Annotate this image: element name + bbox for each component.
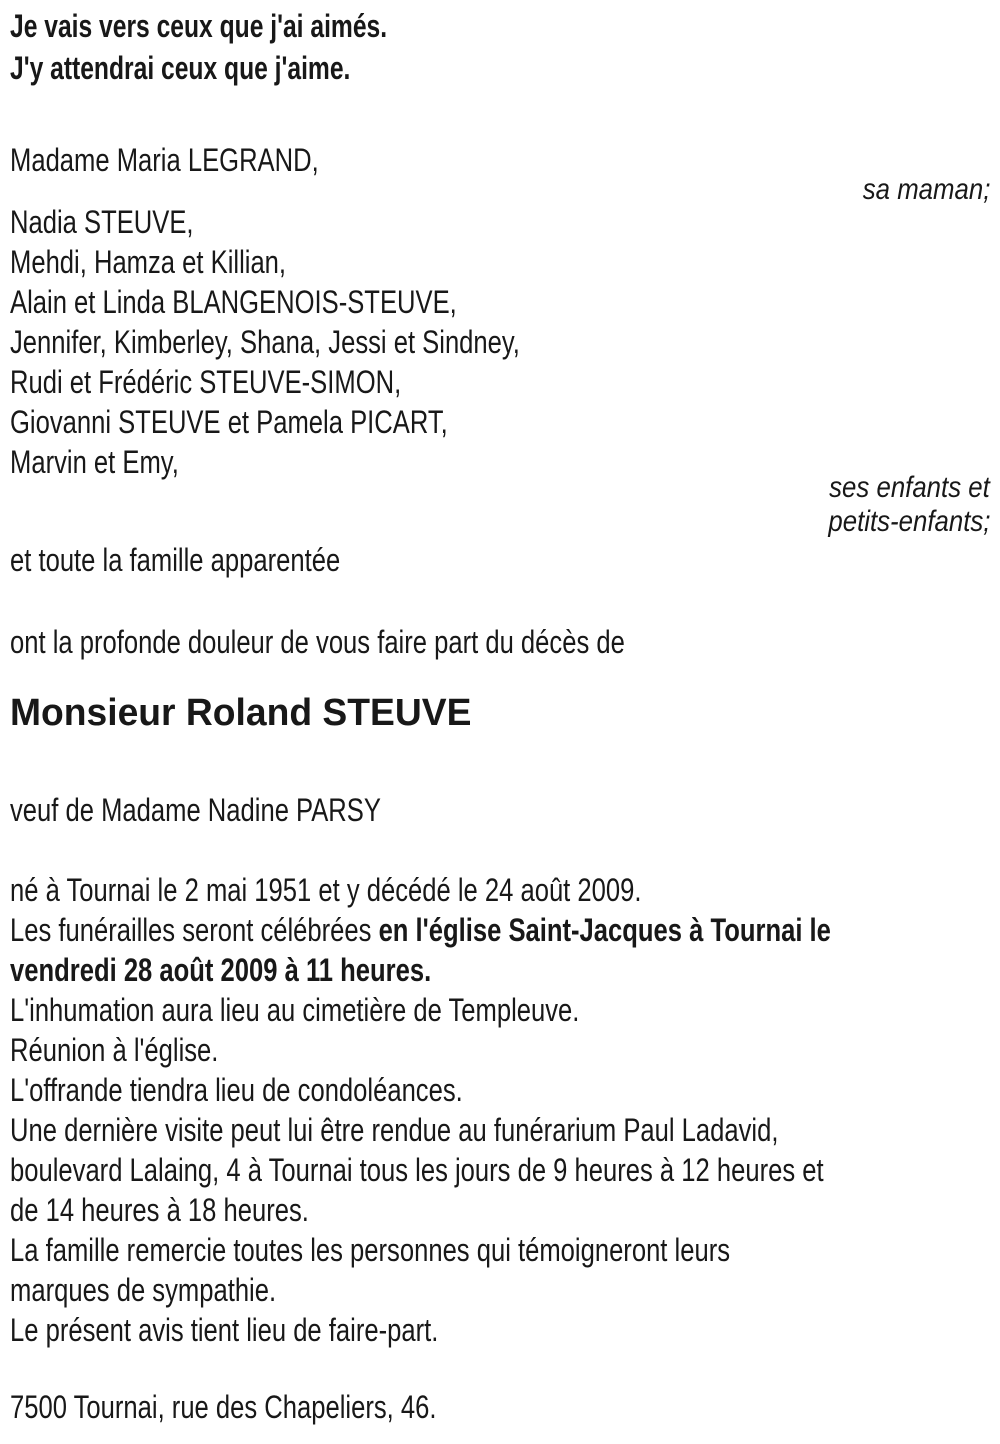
mourner-line-text: Alain et Linda BLANGENOIS-STEUVE,	[10, 284, 457, 320]
burial-text: L'inhumation aura lieu au cimetière de Templeuve.	[10, 992, 580, 1028]
funeral-line-2	[10, 950, 990, 990]
mourner-mother-text: Madame Maria LEGRAND,	[10, 142, 319, 178]
thanks-line-2-text: marques de sympathie.	[10, 1272, 277, 1308]
mourner-line-text: Rudi et Frédéric STEUVE-SIMON,	[10, 364, 402, 400]
extended-family-text: et toute la famille apparentée	[10, 542, 341, 578]
address-line	[10, 1387, 990, 1427]
epigraph-line-1-text: Je vais vers ceux que j'ai aimés.	[10, 8, 388, 44]
notice-line	[10, 1310, 990, 1350]
mourner-line-text: Mehdi, Hamza et Killian,	[10, 244, 287, 280]
deceased-name	[10, 690, 990, 736]
mourner-line	[10, 282, 990, 322]
mourner-line-text: Nadia STEUVE,	[10, 204, 194, 240]
mourner-line	[10, 322, 990, 362]
funeral-line-2-text: vendredi 28 août 2009 à 11 heures.	[10, 952, 432, 988]
mourner-line	[10, 242, 990, 282]
epigraph-line-2-text: J'y attendrai ceux que j'aime.	[10, 50, 351, 86]
relation-children-line-2	[10, 506, 990, 538]
mourner-line-text: Marvin et Emy,	[10, 444, 179, 480]
mourner-line-text: Giovanni STEUVE et Pamela PICART,	[10, 404, 448, 440]
address-text: 7500 Tournai, rue des Chapeliers, 46.	[10, 1389, 437, 1425]
offering-line	[10, 1070, 990, 1110]
funeral-line-1-text	[10, 910, 831, 950]
relation-mother-text: sa maman;	[862, 173, 990, 206]
deceased-name-text: Monsieur Roland STEUVE	[10, 692, 472, 734]
relation-children-text-1: ses enfants et	[829, 471, 990, 504]
mourner-line	[10, 402, 990, 442]
visit-line-2	[10, 1150, 990, 1190]
funeral-intro-text: Les funérailles seront célébrées	[10, 912, 379, 948]
visit-line-3	[10, 1190, 990, 1230]
offering-text: L'offrande tiendra lieu de condoléances.	[10, 1072, 463, 1108]
visit-line-2-text: boulevard Lalaing, 4 à Tournai tous les jours de 9 heures à 12 heures et	[10, 1152, 824, 1188]
widower-line	[10, 790, 990, 830]
notice-text: Le présent avis tient lieu de faire-part.	[10, 1312, 439, 1348]
relation-children-text-2: petits-enfants;	[827, 505, 990, 538]
thanks-line-1	[10, 1230, 990, 1270]
mourner-line	[10, 202, 990, 242]
funeral-line-1	[10, 910, 990, 950]
mourner-line-text: Jennifer, Kimberley, Shana, Jessi et Sindney,	[10, 324, 520, 360]
meeting-text: Réunion à l'église.	[10, 1032, 219, 1068]
announcement-text: ont la profonde douleur de vous faire part du décès de	[10, 624, 625, 660]
epigraph-line-1	[10, 5, 990, 47]
thanks-line-2	[10, 1270, 990, 1310]
visit-line-3-text: de 14 heures à 18 heures.	[10, 1192, 309, 1228]
birth-death-line	[10, 870, 990, 910]
visit-line-1	[10, 1110, 990, 1150]
extended-family-line	[10, 540, 990, 580]
meeting-line	[10, 1030, 990, 1070]
thanks-line-1-text: La famille remercie toutes les personnes qui témoigneront leurs	[10, 1232, 731, 1268]
widower-text: veuf de Madame Nadine PARSY	[10, 792, 381, 828]
burial-line	[10, 990, 990, 1030]
funeral-bold-text: en l'église Saint-Jacques à Tournai le	[378, 912, 831, 948]
birth-death-text: né à Tournai le 2 mai 1951 et y décédé le 24 août 2009.	[10, 872, 642, 908]
mourner-line	[10, 362, 990, 402]
announcement-line	[10, 622, 990, 662]
visit-line-1-text: Une dernière visite peut lui être rendue au funérarium Paul Ladavid,	[10, 1112, 779, 1148]
epigraph-line-2	[10, 47, 990, 89]
